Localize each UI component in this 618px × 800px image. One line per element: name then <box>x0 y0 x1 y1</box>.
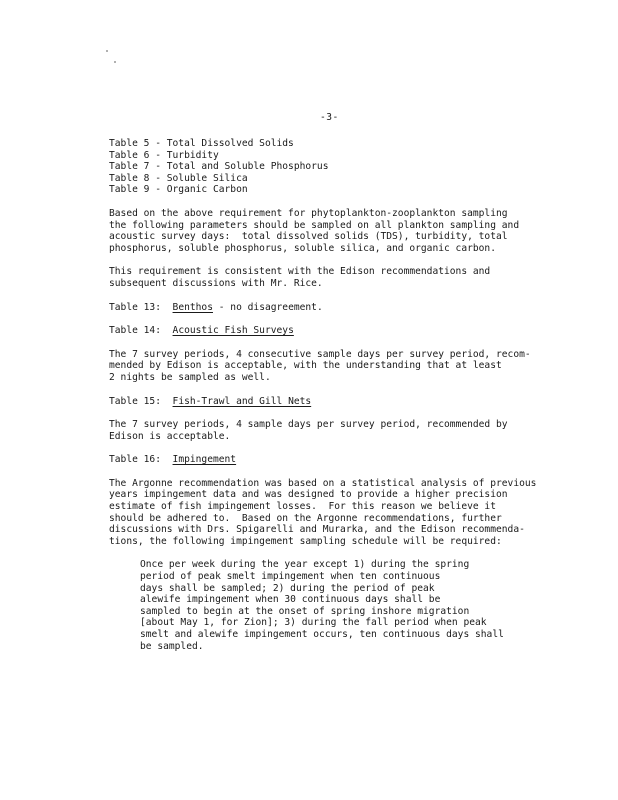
heading-suffix: - no disagreement. <box>212 301 323 313</box>
paragraph-trawl <box>109 419 569 442</box>
text-line: discussions with Drs. Spigarelli and Murarka, and the Edison recommenda- <box>109 524 525 536</box>
table-list-item: Table 7 - Total and Soluble Phosphorus <box>109 161 329 173</box>
text-line: mended by Edison is acceptable, with the understanding that at least <box>109 360 502 372</box>
paragraph-plankton <box>109 208 569 254</box>
heading-table-13 <box>109 302 569 314</box>
text-line: alewife impingement when 30 continuous days shall be <box>140 594 441 606</box>
heading-table-16 <box>109 454 569 466</box>
text-line: Once per week during the year except 1) during the spring <box>140 559 470 571</box>
paragraph-argonne <box>109 478 569 548</box>
text-line: acoustic survey days: total dissolved solids (TDS), turbidity, total <box>109 231 508 243</box>
heading-title: Acoustic Fish Surveys <box>172 325 294 337</box>
text-line: should be adhered to. Based on the Argonne recommendations, further <box>109 512 502 524</box>
heading-table-15 <box>109 396 569 408</box>
text-line: [about May 1, for Zion]; 3) during the fall period when peak <box>140 617 487 629</box>
heading-title: Fish-Trawl and Gill Nets <box>172 395 312 407</box>
text-line: Edison is acceptable. <box>109 430 231 442</box>
table-list-item: Table 8 - Soluble Silica <box>109 172 248 184</box>
paragraph-edison <box>109 266 569 289</box>
paragraph-acoustic <box>109 349 569 384</box>
text-line: This requirement is consistent with the Edison recommendations and <box>109 266 491 278</box>
sampling-schedule <box>140 559 569 652</box>
table-list-item: Table 6 - Turbidity <box>109 149 219 161</box>
text-line: days shall be sampled; 2) during the period of peak <box>140 582 435 594</box>
table-list-item: Table 5 - Total Dissolved Solids <box>109 138 294 149</box>
text-line: smelt and alewife impingement occurs, ten continuous days shall <box>140 629 504 640</box>
document-body <box>109 138 569 652</box>
text-line: The Argonne recommendation was based on a statistical analysis of previous <box>109 477 537 489</box>
heading-prefix: Table 16: <box>109 454 173 466</box>
text-line: The 7 survey periods, 4 sample days per survey period, recommended by <box>109 419 508 431</box>
text-line: Based on the above requirement for phytoplankton-zooplankton sampling <box>109 207 508 219</box>
table-list <box>109 138 569 196</box>
heading-prefix: Table 14: <box>109 325 173 337</box>
scan-speck <box>106 50 108 52</box>
heading-title: Benthos <box>172 301 213 313</box>
text-line: period of peak smelt impingement when ten continuous <box>140 571 441 583</box>
table-list-item: Table 9 - Organic Carbon <box>109 184 248 196</box>
text-line: tions, the following impingement sampling schedule will be required: <box>109 535 502 547</box>
text-line: phosphorus, soluble phosphorus, soluble silica, and organic carbon. <box>109 242 496 254</box>
text-line: 2 nights be sampled as well. <box>109 371 271 383</box>
text-line: sampled to begin at the onset of spring inshore migration <box>140 605 470 617</box>
page-number: -3- <box>320 112 339 123</box>
scan-speck <box>114 61 116 63</box>
text-line: be sampled. <box>140 640 204 652</box>
heading-title: Impingement <box>172 454 237 466</box>
text-line: estimate of fish impingement losses. For this reason we believe it <box>109 501 496 513</box>
heading-prefix: Table 13: <box>109 301 173 313</box>
heading-table-14 <box>109 325 569 337</box>
heading-prefix: Table 15: <box>109 395 173 407</box>
text-line: years impingement data and was designed to provide a higher precision <box>109 489 508 501</box>
text-line: subsequent discussions with Mr. Rice. <box>109 277 323 289</box>
text-line: the following parameters should be sampled on all plankton sampling and <box>109 219 520 231</box>
text-line: The 7 survey periods, 4 consecutive sample days per survey period, recom- <box>109 348 531 360</box>
